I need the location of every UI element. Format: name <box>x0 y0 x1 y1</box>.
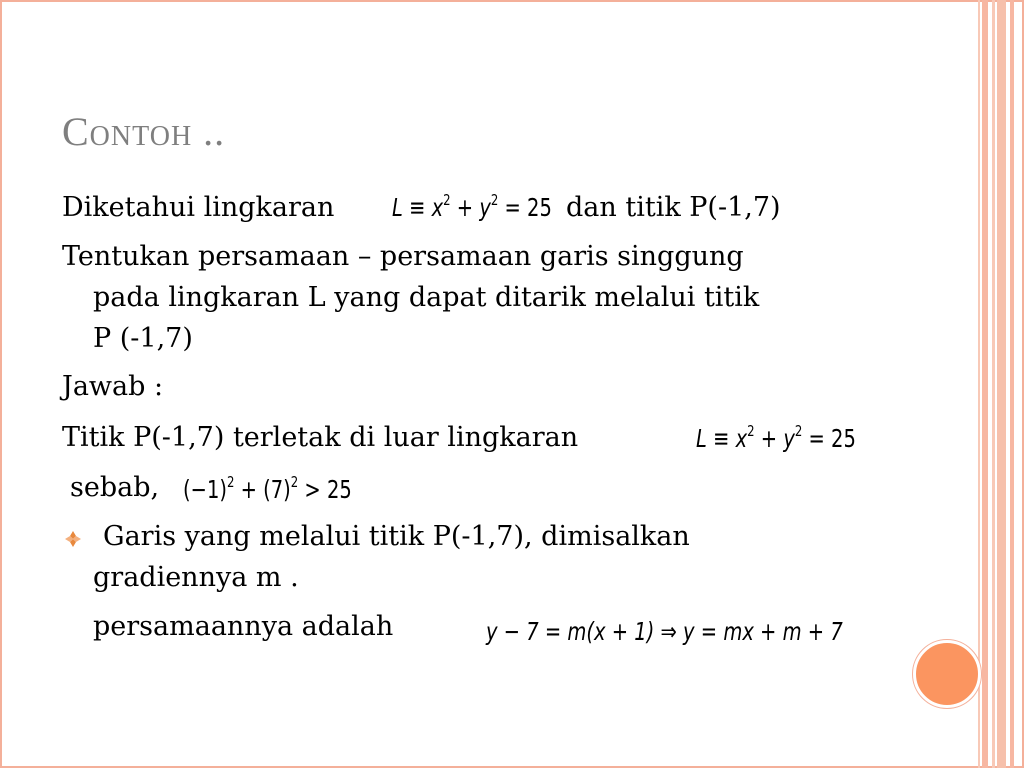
eq-rhs: = 25 <box>802 424 856 453</box>
eq-exp: 2 <box>747 421 755 440</box>
eq-exp: 2 <box>490 190 499 209</box>
text-answer-label: Jawab : <box>62 371 164 402</box>
decorative-stripe <box>982 0 988 768</box>
decorative-circle <box>913 640 981 708</box>
eq-lhs: L ≡ x <box>392 193 444 222</box>
text-line-task-point: P (-1,7) <box>93 323 193 354</box>
decorative-stripe <box>1010 0 1014 768</box>
text-line-outside: Titik P(-1,7) terletak di luar lingkaran <box>62 422 579 453</box>
ineq-exp: 2 <box>290 472 299 491</box>
ineq-a: (−1) <box>183 475 227 504</box>
ineq-b: + (7) <box>234 475 291 504</box>
text-line-equation: persamaannya adalah <box>93 611 394 642</box>
text-line-gradient: gradiennya m . <box>93 562 299 593</box>
decorative-stripe <box>992 0 995 768</box>
eq-mid: + y <box>450 193 491 222</box>
equation-circle <box>392 190 552 226</box>
eq-lhs: L ≡ x <box>696 424 748 453</box>
decorative-stripe <box>997 0 1006 768</box>
eq-mid: + y <box>754 424 795 453</box>
equation-tangent-line: y − 7 = m(x + 1) ⇒ y = mx + m + 7 <box>486 617 843 646</box>
equation-inequality <box>183 472 352 508</box>
decorative-stripe <box>978 0 980 768</box>
equation-circle-repeat <box>696 421 856 457</box>
ineq-exp: 2 <box>226 472 235 491</box>
slide-title: Contoh .. <box>62 109 226 154</box>
eq-exp: 2 <box>794 421 803 440</box>
text-line-given: Diketahui lingkaran <box>62 192 335 223</box>
eq-rhs: = 25 <box>498 193 552 222</box>
text-because: sebab, <box>70 472 160 503</box>
eq-exp: 2 <box>443 190 451 209</box>
text-line-task-cont: pada lingkaran L yang dapat ditarik melalui titik <box>93 282 760 313</box>
ineq-c: > 25 <box>298 475 352 504</box>
diamond-bullet-icon <box>64 530 82 548</box>
text-line-point: dan titik P(-1,7) <box>566 192 781 223</box>
text-line-line: Garis yang melalui titik P(-1,7), dimisalkan <box>103 521 690 552</box>
text-line-task: Tentukan persamaan – persamaan garis singgung <box>62 241 744 272</box>
